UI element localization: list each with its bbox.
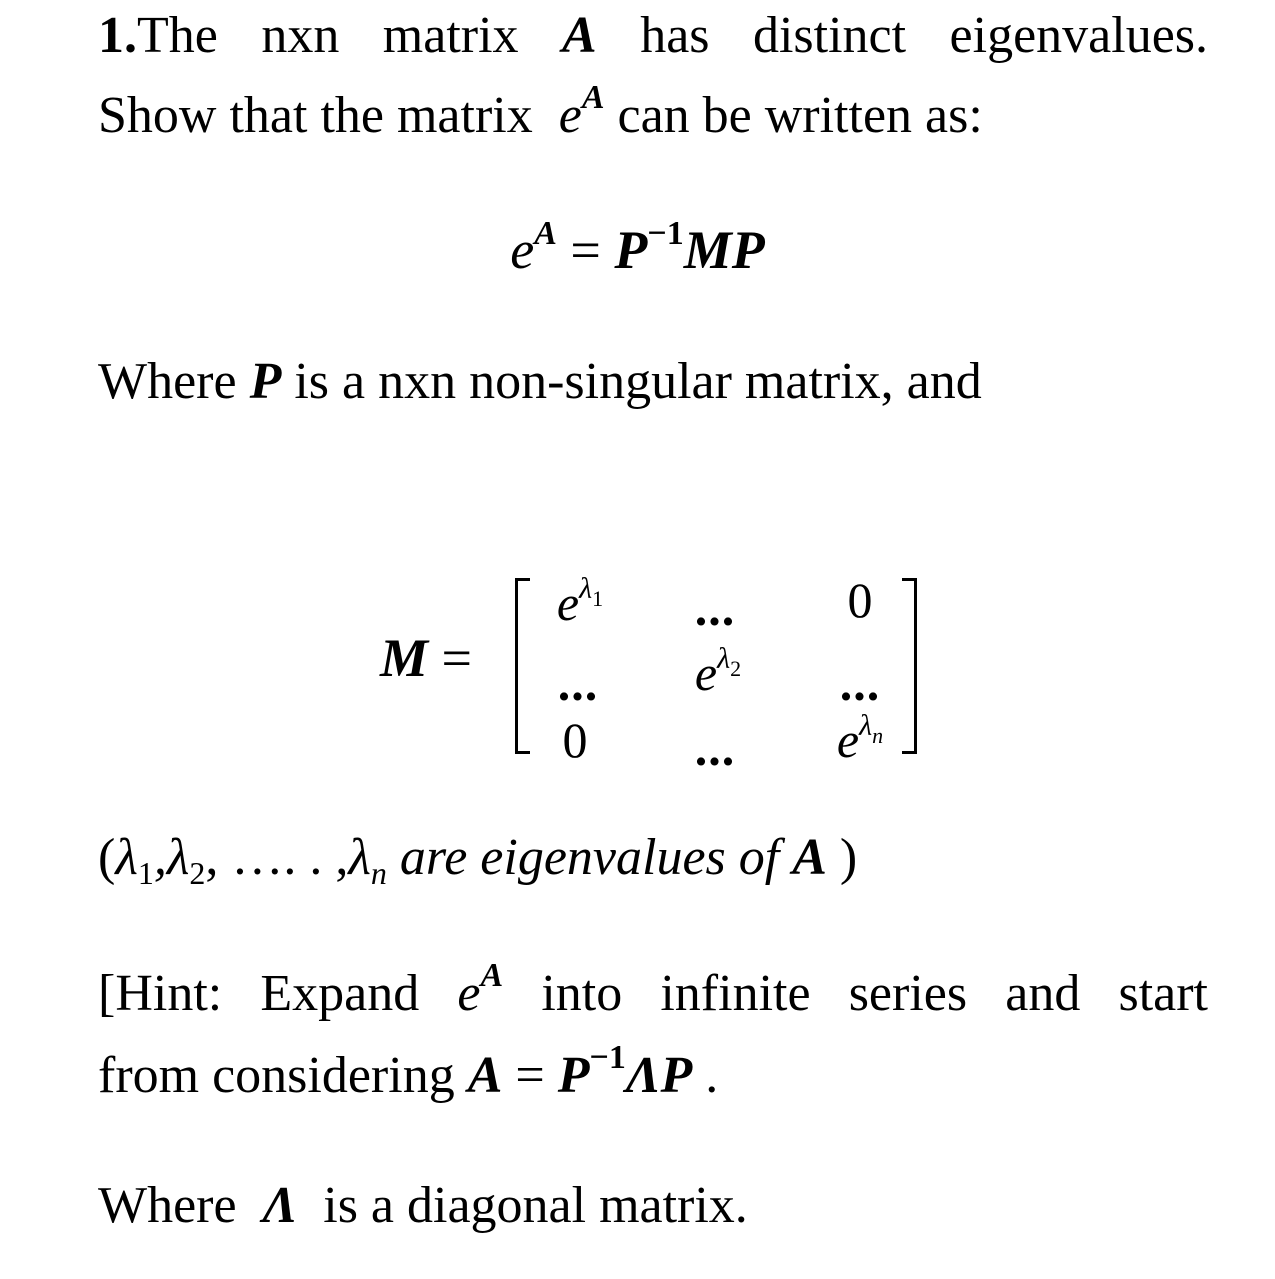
problem-line-2 [98,79,1208,152]
hint-lambda-p: ΛP [625,1047,693,1104]
eq-equals: = [570,220,601,280]
hint-equals: = [515,1047,545,1104]
eigen-note-text: are eigenvalues of [386,829,793,886]
matrix-label [380,628,472,688]
where-lambda-symbol: Λ [262,1177,298,1234]
eigen-note-a: A [792,829,827,886]
where-lambda-line [98,1176,1208,1236]
main-equation [0,215,1275,290]
hint-p: P [557,1047,590,1104]
problem-line-1 [98,6,1208,66]
line2-end-text: can be written as: [617,87,983,144]
where-p-start: Where [98,353,237,410]
hint-period: . [705,1047,719,1104]
where-p-symbol: P [249,353,282,410]
line2-start-text: Show that the matrix [98,87,533,144]
hint-sup: A [480,957,504,994]
matrix-cell-2-1: ... [557,655,599,711]
matrix-cell-1-2: ... [694,580,736,636]
problem-number: 1. [98,7,137,64]
matrix-cell-3-1: 0 [562,712,588,768]
hint-line-1 [98,957,1209,1030]
eq-lhs-sup: A [534,215,557,252]
hint-a: A [467,1047,503,1104]
matrix-cell-2-2: $e^{\lambda 2}$ [694,642,742,701]
matrix-cell-1-3: 0 [847,572,873,628]
where-p-end: is a nxn non-singular matrix, and [294,353,982,410]
line1-text: The nxn matrix [137,7,519,64]
eq-inverse: −1 [647,215,684,252]
matrix-equals: = [441,628,472,688]
matrix-m-symbol: M [380,628,429,688]
exp-sup-a: A [581,79,605,116]
hint-line-2 [98,1039,1208,1112]
eq-mp: MP [683,220,765,280]
hint-start: [Hint: Expand [98,965,420,1022]
where-p-line [98,352,1208,412]
hint-e: e [457,965,481,1022]
where-lambda-start: Where [98,1177,237,1234]
matrix-cell-1-1: $e^{\lambda 1}$ [556,572,604,631]
hint-inverse: −1 [589,1039,626,1076]
matrix-cell-3-2: ... [694,720,736,776]
eq-p: P [614,220,648,280]
line1-end-text: has distinct eigenvalues. [640,7,1209,64]
eq-lhs-base: e [510,220,535,280]
eigenvalue-note: (λ1,λ2, …. . ,λn are eigenvalues of A ) [98,829,858,891]
hint-line2-start: from considering [98,1047,455,1104]
where-lambda-end: is a diagonal matrix. [323,1177,748,1234]
matrix-cell-2-3: ... [839,655,881,711]
hint-end: into infinite series and start [541,965,1209,1022]
matrix-a-symbol: A [562,7,597,64]
exp-e-symbol: e [558,87,582,144]
matrix-cell-3-3: $e^{\lambda n}$ [836,709,884,768]
